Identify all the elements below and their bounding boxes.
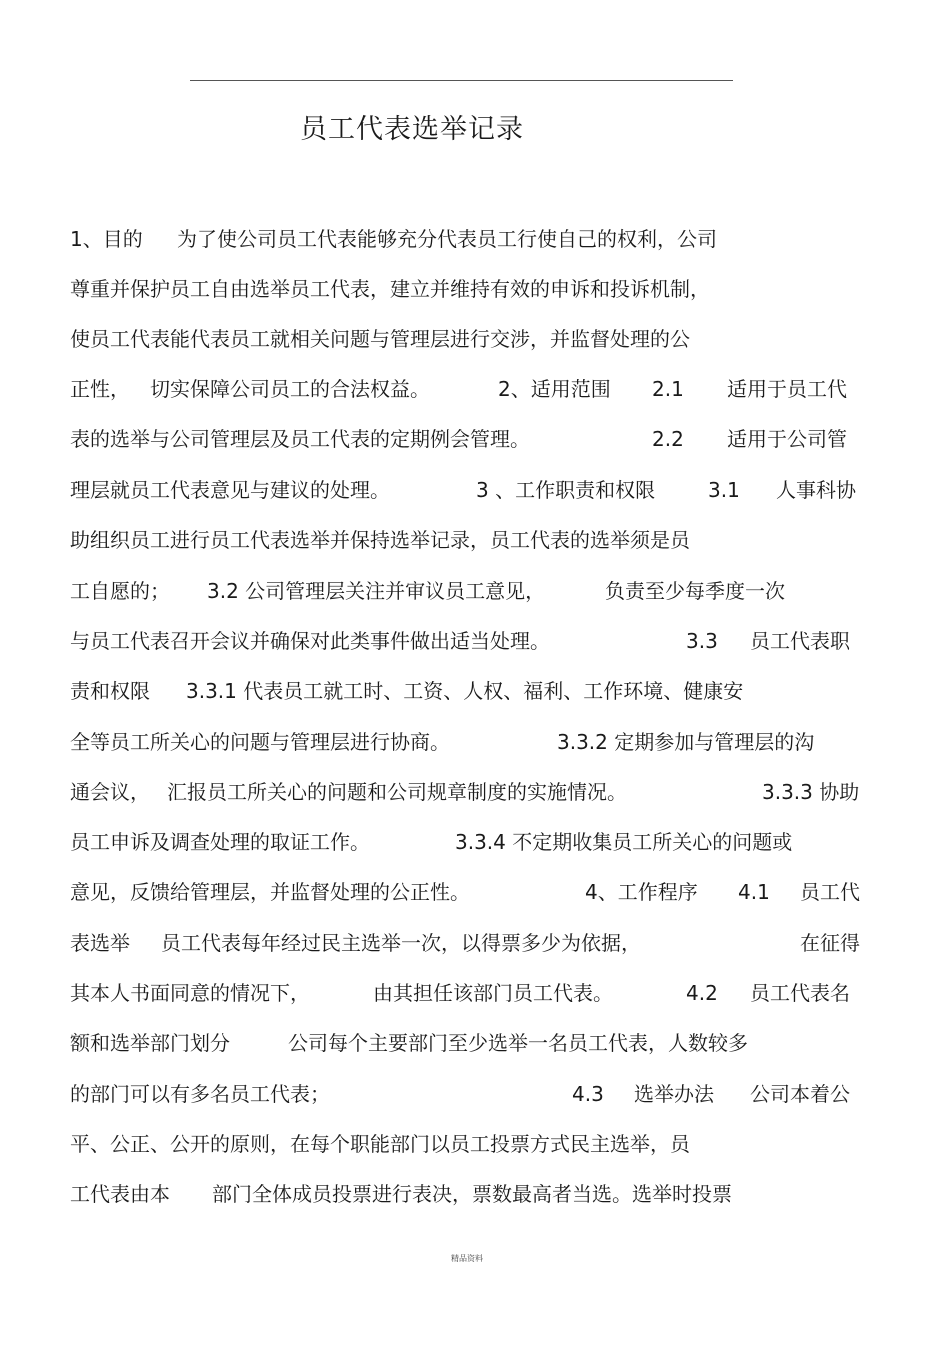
text-segment: 表选举: [70, 931, 130, 955]
page-title: 员工代表选举记录: [300, 114, 524, 145]
text-segment: 4、工作程序: [585, 880, 698, 904]
text-segment: 2、适用范围: [498, 377, 611, 401]
text-segment: 2.1: [652, 377, 684, 401]
text-segment: 3.3.1 代表员工就工时、工资、人权、福利、工作环境、健康安: [186, 679, 744, 703]
text-segment: 选举办法: [634, 1082, 714, 1106]
text-segment: 3.3.4 不定期收集员工所关心的问题或: [455, 830, 793, 854]
text-segment: 公司每个主要部门至少选举一名员工代表，人数较多: [288, 1031, 748, 1055]
text-segment: 工自愿的；: [70, 579, 170, 603]
text-segment: 适用于公司管: [727, 427, 847, 451]
text-segment: 工代表由本: [70, 1182, 170, 1206]
text-segment: 使员工代表能代表员工就相关问题与管理层进行交涉，并监督处理的公: [70, 327, 690, 351]
text-segment: 3.3.3 协助: [762, 780, 860, 804]
top-rule: [190, 80, 733, 81]
text-segment: 切实保障公司员工的合法权益。: [150, 377, 430, 401]
text-segment: 适用于员工代: [727, 377, 847, 401]
text-segment: 2.2: [652, 427, 684, 451]
text-segment: 员工代: [800, 880, 860, 904]
text-segment: 表的选举与公司管理层及员工代表的定期例会管理。: [70, 427, 530, 451]
text-segment: 员工代表每年经过民主选举一次，以得票多少为依据，: [161, 931, 641, 955]
text-segment: 3 、工作职责和权限: [476, 478, 656, 502]
text-segment: 理层就员工代表意见与建议的处理。: [70, 478, 390, 502]
text-segment: 4.1: [738, 880, 770, 904]
text-segment: 与员工代表召开会议并确保对此类事件做出适当处理。: [70, 629, 550, 653]
footer-note: 精品资料: [451, 1254, 483, 1263]
text-segment: 其本人书面同意的情况下，: [70, 981, 310, 1005]
text-segment: 员工申诉及调查处理的取证工作。: [70, 830, 370, 854]
text-segment: 责和权限: [70, 679, 150, 703]
text-segment: 尊重并保护员工自由选举员工代表，建立并维持有效的申诉和投诉机制，: [70, 277, 710, 301]
text-segment: 通会议，: [70, 780, 150, 804]
text-segment: 4.2: [686, 981, 718, 1005]
text-segment: 员工代表职: [750, 629, 850, 653]
text-segment: 在征得: [800, 931, 860, 955]
text-segment: 3.2 公司管理层关注并审议员工意见，: [207, 579, 546, 603]
text-segment: 由其担任该部门员工代表。: [373, 981, 613, 1005]
text-segment: 3.3: [686, 629, 718, 653]
text-segment: 3.1: [708, 478, 740, 502]
text-segment: 意见，反馈给管理层，并监督处理的公正性。: [70, 880, 470, 904]
text-segment: 部门全体成员投票进行表决，票数最高者当选。选举时投票: [212, 1182, 732, 1206]
text-segment: 公司本着公: [750, 1082, 850, 1106]
text-segment: 负责至少每季度一次: [605, 579, 785, 603]
text-segment: 3.3.2 定期参加与管理层的沟: [557, 730, 815, 754]
text-segment: 全等员工所关心的问题与管理层进行协商。: [70, 730, 450, 754]
text-segment: 汇报员工所关心的问题和公司规章制度的实施情况。: [167, 780, 627, 804]
text-segment: 正性，: [70, 377, 130, 401]
text-segment: 4.3: [572, 1082, 604, 1106]
text-segment: 为了使公司员工代表能够充分代表员工行使自己的权利，公司: [177, 227, 717, 251]
text-segment: 助组织员工进行员工代表选举并保持选举记录，员工代表的选举须是员: [70, 528, 690, 552]
text-segment: 的部门可以有多名员工代表；: [70, 1082, 330, 1106]
text-segment: 额和选举部门划分: [70, 1031, 230, 1055]
text-segment: 人事科协: [776, 478, 856, 502]
text-segment: 1、目的: [70, 227, 143, 251]
text-segment: 平、公正、公开的原则，在每个职能部门以员工投票方式民主选举，员: [70, 1132, 690, 1156]
text-segment: 员工代表名: [750, 981, 850, 1005]
